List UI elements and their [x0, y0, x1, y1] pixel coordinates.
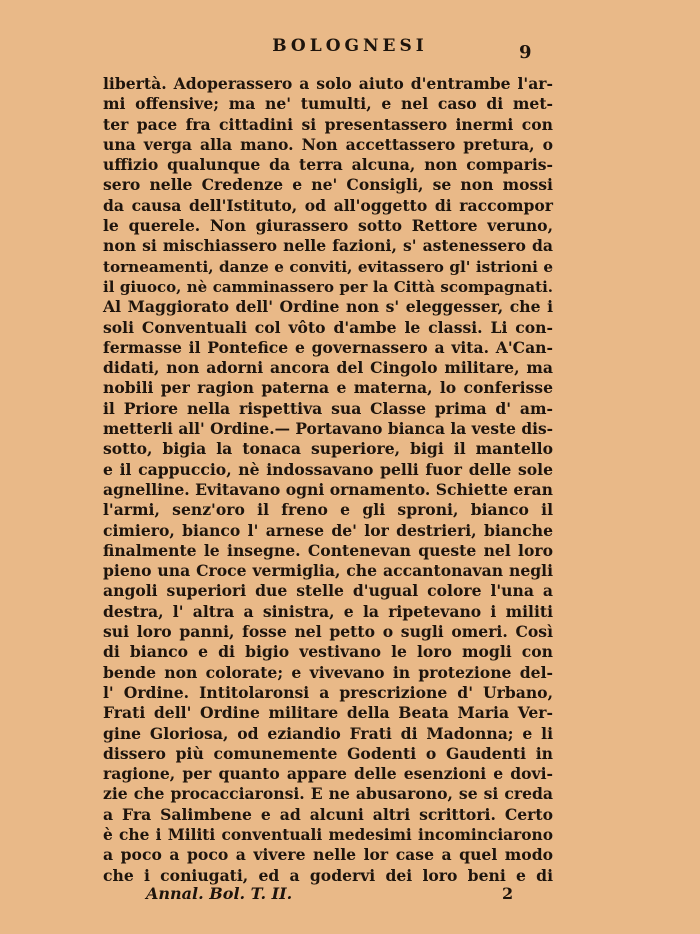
text-line: bende non colorate; e vivevano in protezione del- — [103, 662, 553, 682]
body-text — [103, 74, 553, 886]
text-line: che i coniugati, ed a godervi dei loro beni e di — [103, 865, 553, 885]
text-line: destra, l' altra a sinistra, e la ripetevano i militi — [103, 601, 553, 621]
text-line: le querele. Non giurassero sotto Rettore veruno, — [103, 216, 553, 236]
text-line: a Fra Salimbene e ad alcuni altri scrittori. Certo — [103, 804, 553, 824]
text-line: Frati dell' Ordine militare della Beata Maria Ver- — [103, 703, 553, 723]
text-line: pieno una Croce vermiglia, che accantonavan negli — [103, 561, 553, 581]
text-line: libertà. Adoperassero a solo aiuto d'entrambe l'ar- — [103, 74, 553, 93]
text-line: da causa dell'Istituto, od all'oggetto di raccompor — [103, 195, 553, 215]
text-line: l'armi, senz'oro il freno e gli sproni, bianco il — [103, 500, 553, 520]
text-line: sero nelle Credenze e ne' Consigli, se non mossi — [103, 175, 553, 195]
text-line: non si mischiassero nelle fazioni, s' astenessero da — [103, 236, 553, 256]
text-line: dissero più comunemente Godenti o Gaudenti in — [103, 743, 553, 763]
text-line: l' Ordine. Intitolaronsi a prescrizione d' Urbano, — [103, 682, 553, 702]
text-line: angoli superiori due stelle d'ugual colore l'una a — [103, 581, 553, 601]
text-line: soli Conventuali col vôto d'ambe le classi. Li con- — [103, 317, 553, 337]
text-line: metterli all' Ordine.— Portavano bianca la veste dis- — [103, 420, 553, 439]
text-line: è che i Militi conventuali medesimi incominciarono — [103, 825, 553, 844]
text-line: finalmente le insegne. Contenevan queste nel loro — [103, 540, 553, 560]
text-line: uffizio qualunque da terra alcuna, non comparis- — [103, 155, 553, 175]
text-line: ragione, per quanto appare delle esenzioni e dovi- — [103, 764, 553, 784]
footer-citation: Annal. Bol. T. II. — [146, 884, 293, 903]
text-line: fermasse il Pontefice e governassero a vita. A'Can- — [103, 337, 553, 357]
page-number: 9 — [519, 42, 532, 63]
text-line: mi offensive; ma ne' tumulti, e nel caso di met- — [103, 94, 553, 114]
text-line: e il cappuccio, nè indossavano pelli fuor delle sole — [103, 459, 553, 479]
text-line: il Priore nella rispettiva sua Classe prima d' am- — [103, 398, 553, 418]
text-line: di bianco e di bigio vestivano le loro mogli con — [103, 642, 553, 662]
text-line: agnelline. Evitavano ogni ornamento. Schiette eran — [103, 479, 553, 499]
text-line: una verga alla mano. Non accettassero pretura, o — [103, 134, 553, 154]
signature-mark: 2 — [502, 884, 514, 903]
running-title: BOLOGNESI — [272, 36, 428, 56]
text-line: il giuoco, nè camminassero per la Città scompagnati. — [103, 277, 553, 296]
text-line: didati, non adorni ancora del Cingolo militare, ma — [103, 358, 553, 378]
text-line: torneamenti, danze e conviti, evitassero gl' istrioni e — [103, 257, 553, 276]
text-line: gine Gloriosa, od eziandio Frati di Madonna; e li — [103, 723, 553, 743]
text-line: sui loro panni, fosse nel petto o sugli omeri. Così — [103, 622, 553, 642]
text-line: cimiero, bianco l' arnese de' lor destrieri, bianche — [103, 520, 553, 540]
text-line: Al Maggiorato dell' Ordine non s' eleggesser, che i — [103, 297, 553, 317]
text-line: ter pace fra cittadini si presentassero inermi con — [103, 114, 553, 134]
text-line: nobili per ragion paterna e materna, lo conferisse — [103, 378, 553, 398]
text-line: a poco a poco a vivere nelle lor case a quel modo — [103, 845, 553, 865]
text-line: zie che procacciaronsi. E ne abusarono, se si creda — [103, 784, 553, 804]
text-line: sotto, bigia la tonaca superiore, bigi il mantello — [103, 439, 553, 459]
